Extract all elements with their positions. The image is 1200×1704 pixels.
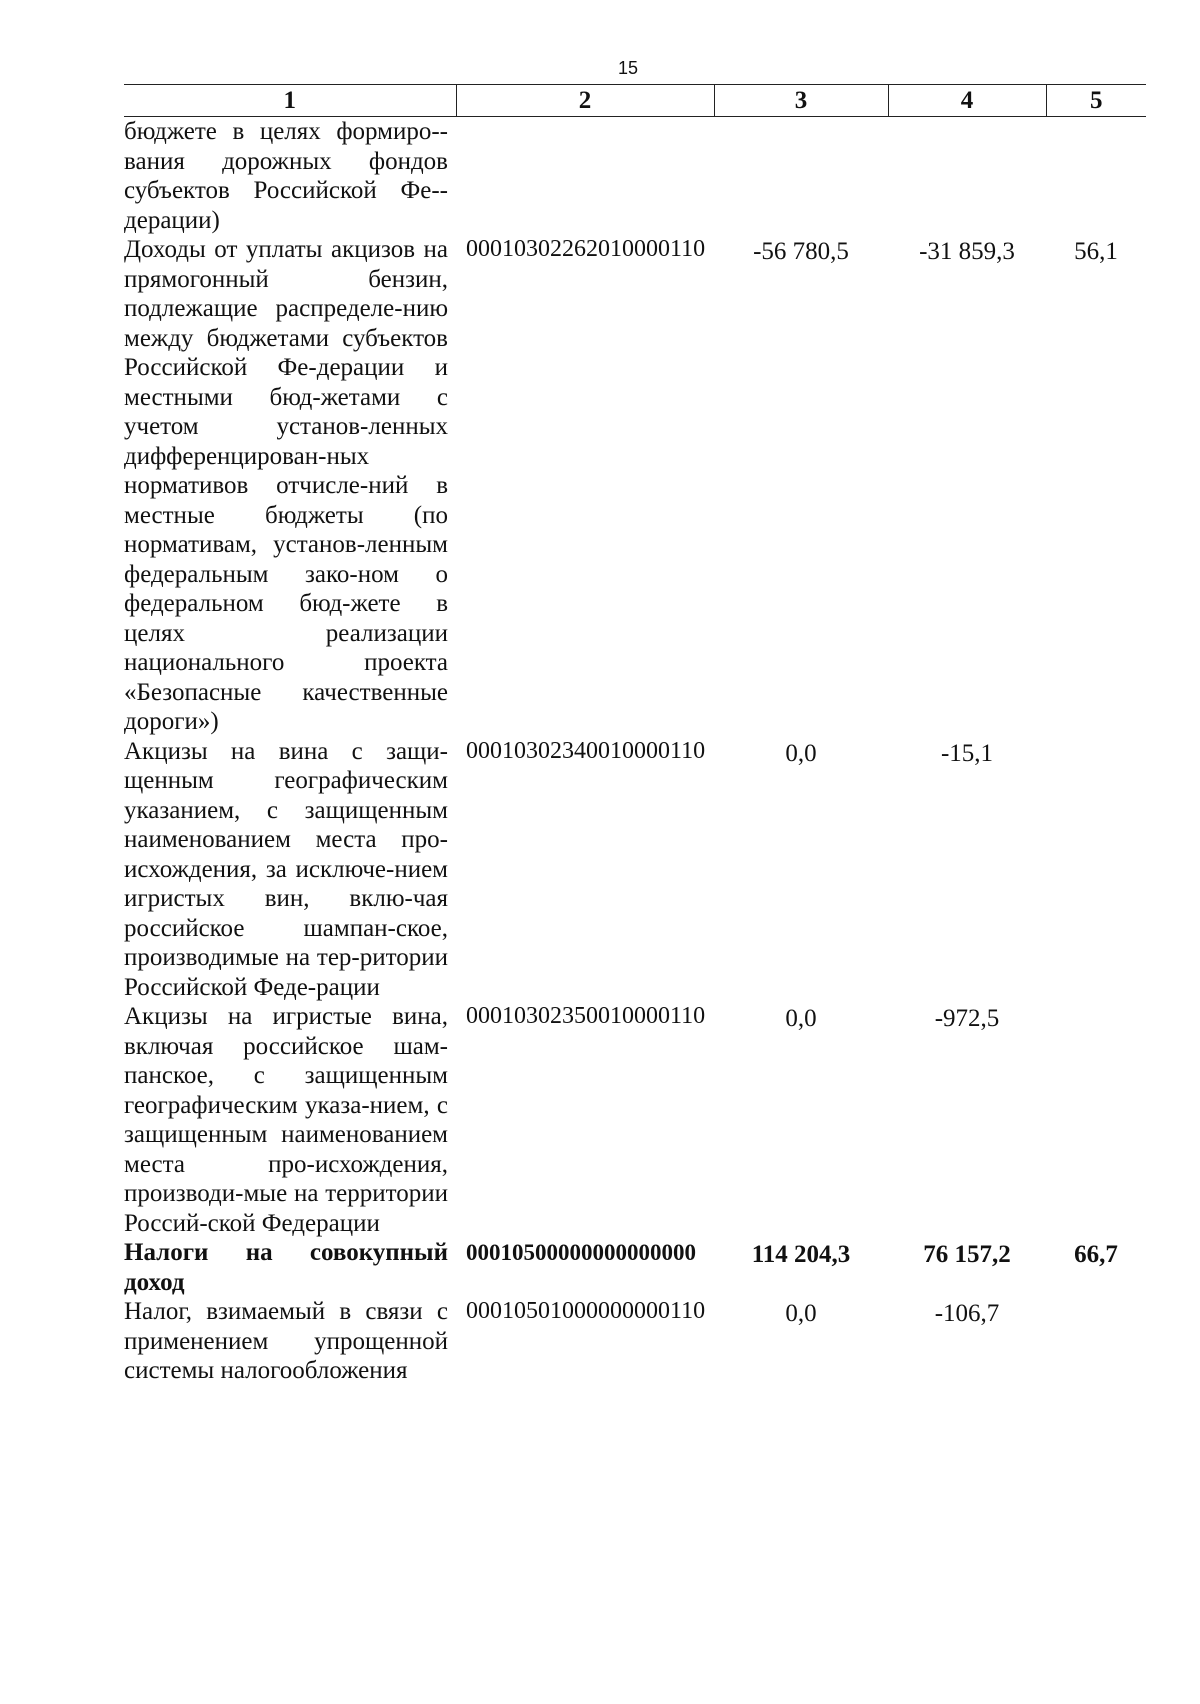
row-code: 00010302262010000110 (466, 236, 706, 262)
table-row (124, 1238, 1146, 1297)
header-row (124, 85, 1146, 117)
table-row (124, 737, 1146, 1003)
row-col5 (1046, 1002, 1146, 1238)
page-number: 15 (617, 58, 639, 78)
row-code: 00010501000000000110 (466, 1298, 706, 1324)
row-col5 (1046, 1297, 1146, 1386)
row-code (456, 117, 714, 236)
row-col5 (1046, 117, 1146, 236)
row-col5: 56,1 (1074, 238, 1118, 265)
table-body (124, 117, 1146, 1386)
row-description: бюджете в целях формиро-вания дорожных фондов субъектов Российской Фе-дерации) (124, 118, 448, 234)
row-col4: -31 859,3 (919, 238, 1015, 265)
row-col3: 0,0 (785, 739, 817, 767)
row-description: Акцизы на игристые вина, включая российское шам-панское, с защищенным географическим указа-нием, с защищенным наименованием места про-исхождения, производи-мые на территории Россий-ской Федерации (124, 1003, 448, 1237)
table-row (124, 117, 1146, 236)
row-description: Налог, взимаемый в связи с применением упрощенной системы налогообложения (124, 1298, 448, 1384)
row-col3: 0,0 (785, 1005, 817, 1032)
row-description: Акцизы на вина с защи-щенным географическим указанием, с защищенным наименованием места про-исхождения, за исключе-нием игристых вин, вклю-чая российское шампан-ское, производимые на тер-ритории Российской Феде-рации (124, 737, 448, 1001)
row-col3 (714, 117, 888, 236)
row-code: 00010500000000000000 (466, 1240, 696, 1265)
row-col4: -106,7 (934, 1300, 1000, 1327)
row-col5: 66,7 (1074, 1241, 1118, 1268)
row-col4: -972,5 (934, 1005, 1000, 1032)
row-code: 00010302350010000110 (466, 1003, 706, 1029)
budget-table (124, 84, 1146, 1386)
row-col3: 0,0 (785, 1300, 817, 1327)
row-code: 00010302340010000110 (466, 737, 706, 764)
column-header-1: 1 (124, 85, 456, 117)
row-col4: -15,1 (940, 739, 994, 767)
column-header-5: 5 (1046, 85, 1146, 117)
row-col3: 114 204,3 (751, 1241, 851, 1268)
table-header (124, 85, 1146, 117)
table-row (124, 235, 1146, 737)
row-col4 (888, 117, 1046, 236)
row-description: Доходы от уплаты акцизов на прямогонный бензин, подлежащие распределе-нию между бюджетами субъектов Российской Фе-дерации и местными бюд-жетами с учетом установ-ленных дифференцирован-ных нормативов отчисле-ний в местные бюджеты (по нормативам, установ-ленным федеральным зако-ном о федеральном бюд-жете в целях реализации национального проекта «Безопасные качественные дороги») (124, 236, 448, 735)
table-row (124, 1002, 1146, 1238)
row-col4: 76 157,2 (923, 1241, 1011, 1268)
row-col3: -56 780,5 (753, 238, 849, 265)
row-description: Налоги на совокупный доход (124, 1239, 448, 1296)
column-header-3: 3 (714, 85, 888, 117)
row-col5 (1046, 737, 1146, 1003)
column-header-2: 2 (456, 85, 714, 117)
table-row (124, 1297, 1146, 1386)
column-header-4: 4 (888, 85, 1046, 117)
